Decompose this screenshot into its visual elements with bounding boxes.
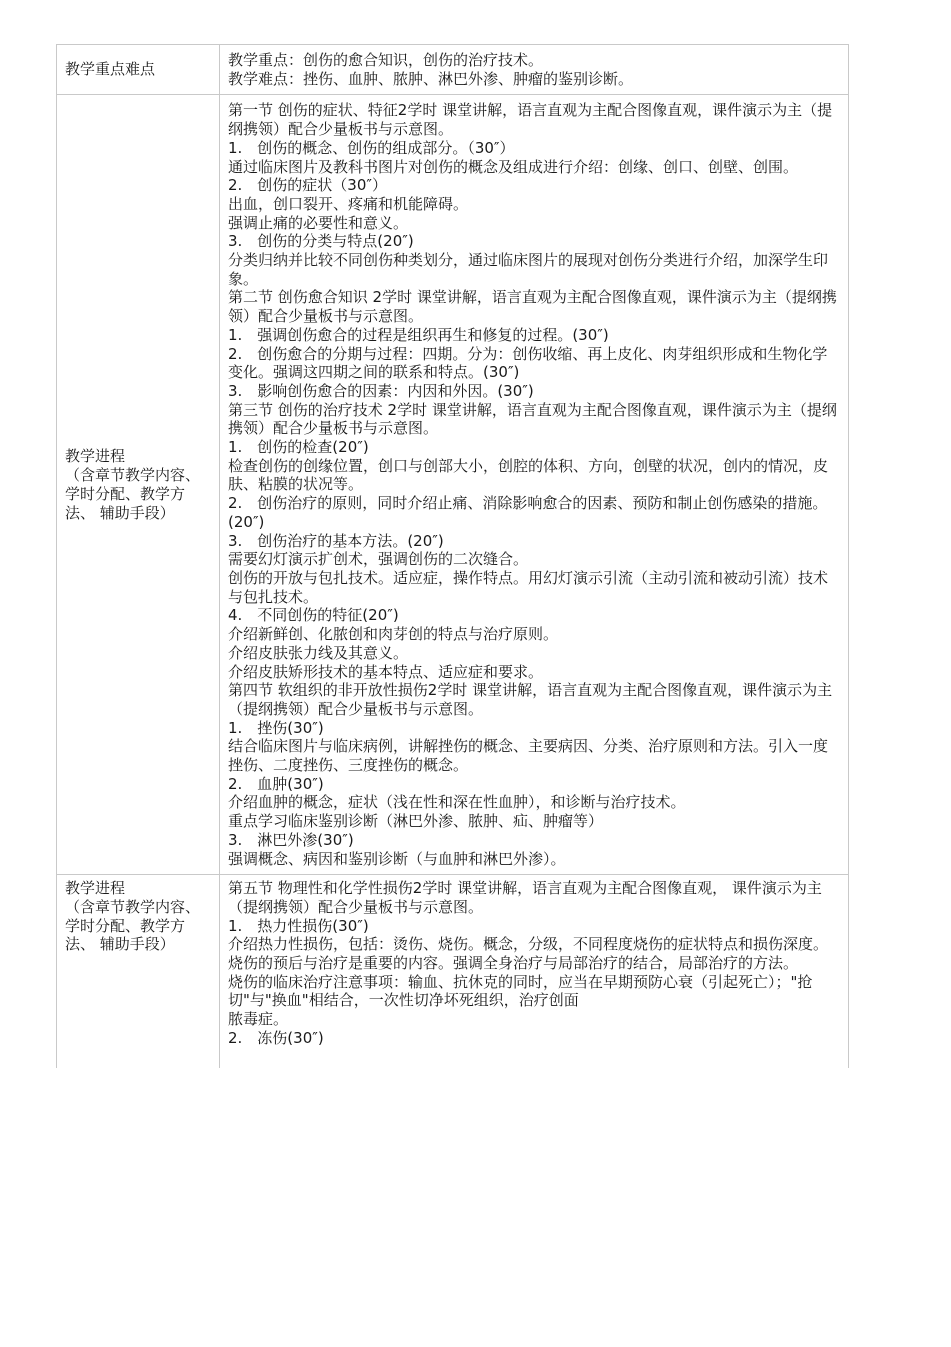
- text-line: 第一节 创伤的症状、特征2学时 课堂讲解，语言直观为主配合图像直观，课件演示为主（提纲携领）配合少量板书与示意图。: [228, 101, 833, 139]
- row-label-text: 教学进程 （含章节教学内容、学时分配、教学方法、 辅助手段）: [65, 879, 201, 954]
- text-line: 强调止痛的必要性和意义。: [228, 213, 409, 232]
- text-line: 3. 淋巴外渗(30″): [228, 830, 354, 849]
- row-label-text: 教学进程 （含章节教学内容、学时分配、教学方法、 辅助手段）: [65, 447, 201, 522]
- text-line: 第四节 软组织的非开放性损伤2学时 课堂讲解，语言直观为主配合图像直观，课件演示为主（提纲携领）配合少量板书与示意图。: [228, 681, 833, 718]
- text-line: 第二节 创伤愈合知识 2学时 课堂讲解，语言直观为主配合图像直观，课件演示为主（提纲携领）配合少量板书与示意图。: [228, 288, 837, 326]
- text-line: 创伤的开放与包扎技术。适应症，操作特点。用幻灯演示引流（主动引流和被动引流）技术与包扎技术。: [228, 568, 829, 606]
- row-key-points: [57, 45, 849, 95]
- text-line: 1. 创伤的检查(20″): [228, 438, 369, 457]
- syllabus-table: [56, 44, 849, 1068]
- spacer: [228, 1048, 840, 1062]
- text-line: 3. 创伤治疗的基本方法。(20″): [228, 531, 444, 550]
- text-line: 脓毒症。: [228, 1010, 289, 1029]
- text-line: 4. 不同创伤的特征(20″): [228, 606, 399, 625]
- row-content: [220, 95, 849, 875]
- text-line: 介绍皮肤张力线及其意义。: [228, 643, 409, 662]
- text-line: 重点学习临床鉴别诊断（淋巴外渗、脓肿、疝、肿瘤等）: [228, 812, 604, 831]
- text-line: 介绍血肿的概念，症状（浅在性和深在性血肿），和诊断与治疗技术。: [228, 793, 686, 812]
- text-line: 第五节 物理性和化学性损伤2学时 课堂讲解，语言直观为主配合图像直观， 课件演示为主（提纲携领）配合少量板书与示意图。: [228, 879, 822, 916]
- text-line: 结合临床图片与临床病例，讲解挫伤的概念、主要病因、分类、治疗原则和方法。引入一度挫伤、二度挫伤、三度挫伤的概念。: [228, 737, 829, 775]
- text-line: 1. 热力性损伤(30″): [228, 916, 369, 935]
- row-label: [57, 95, 220, 875]
- row-label: [57, 875, 220, 1068]
- text-line: 需要幻灯演示扩创术，强调创伤的二次缝合。: [228, 550, 529, 569]
- text-line: 分类归纳并比较不同创伤种类划分，通过临床图片的展现对创伤分类进行介绍，加深学生印象。: [228, 251, 829, 288]
- text-line: 2. 创伤的症状（30″）: [228, 176, 388, 195]
- text-line: 1. 挫伤(30″): [228, 718, 324, 737]
- text-line: 第三节 创伤的治疗技术 2学时 课堂讲解，语言直观为主配合图像直观，课件演示为主（提纲携领）配合少量板书与示意图。: [228, 400, 837, 438]
- text-line: 强调概念、病因和鉴别诊断（与血肿和淋巴外渗）。: [228, 849, 566, 868]
- row-content: [220, 45, 849, 95]
- row-progress-1: [57, 95, 849, 875]
- row-content: [220, 875, 849, 1068]
- row-progress-2: [57, 875, 849, 1068]
- text-line: 2. 创伤愈合的分期与过程：四期。分为：创伤收缩、再上皮化、肉芽组织形成和生物化学变化。强调这四期之间的联系和特点。(30″): [228, 344, 828, 382]
- text-line: 介绍热力性损伤，包括：烫伤、烧伤。概念，分级，不同程度烧伤的症状特点和损伤深度。: [228, 935, 829, 954]
- row-label: 教学重点难点: [57, 45, 220, 95]
- text-line: 烧伤的预后与治疗是重要的内容。强调全身治疗与局部治疗的结合，局部治疗的方法。: [228, 954, 799, 973]
- text-line: 3. 影响创伤愈合的因素：内因和外因。(30″): [228, 381, 534, 400]
- text-line: 2. 创伤治疗的原则，同时介绍止痛、消除影响愈合的因素、预防和制止创伤感染的措施。(20″): [228, 494, 828, 531]
- text-line: 介绍皮肤矫形技术的基本特点、适应症和要求。: [228, 662, 544, 681]
- text-line: 2. 冻伤(30″): [228, 1028, 324, 1047]
- text-line: 烧伤的临床治疗注意事项：输血、抗休克的同时，应当在早期预防心衰（引起死亡）；"抢切"与"换血"相结合，一次性切净坏死组织，治疗创面: [228, 972, 813, 1010]
- text-line: 2. 血肿(30″): [228, 774, 324, 793]
- text-line: 通过临床图片及教科书图片对创伤的概念及组成进行介绍：创缘、创口、创壁、创围。: [228, 157, 799, 176]
- text-line: 检查创伤的创缘位置，创口与创部大小，创腔的体积、方向，创壁的状况，创内的情况，皮肤、粘膜的状况等。: [228, 456, 829, 494]
- text-line: 教学难点：挫伤、血肿、脓肿、淋巴外渗、肿瘤的鉴别诊断。: [228, 69, 634, 88]
- text-line: 教学重点：创伤的愈合知识，创伤的治疗技术。: [228, 51, 544, 69]
- text-line: 3. 创伤的分类与特点(20″): [228, 232, 414, 251]
- text-line: 出血，创口裂开、疼痛和机能障碍。: [228, 194, 469, 213]
- text-line: 介绍新鲜创、化脓创和肉芽创的特点与治疗原则。: [228, 625, 559, 644]
- text-line: 1. 强调创伤愈合的过程是组织再生和修复的过程。(30″): [228, 325, 609, 344]
- text-line: 1. 创伤的概念、创伤的组成部分。（30″）: [228, 138, 515, 157]
